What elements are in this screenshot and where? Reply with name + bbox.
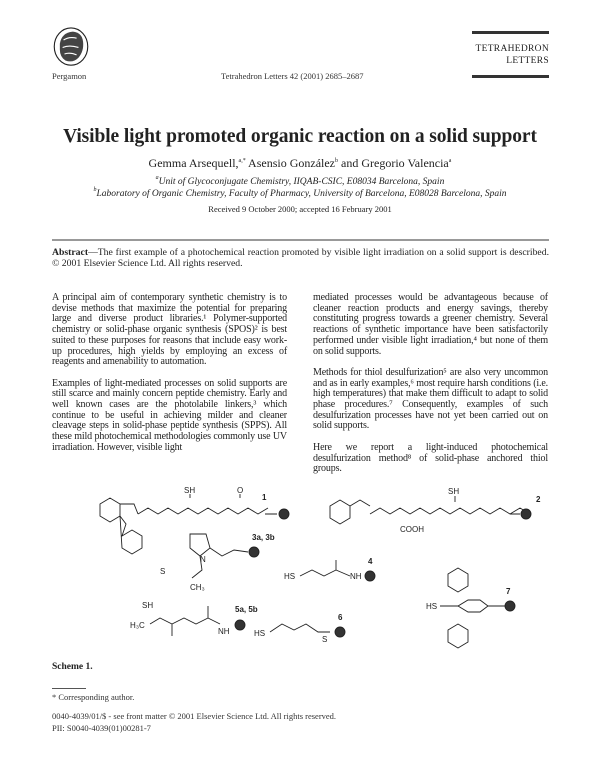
atom-label: S [160, 567, 166, 576]
author-affiliation-mark: a,* [238, 158, 246, 164]
body-paragraph: mediated processes would be advantageous because of cleaner reaction products and energy savings, thereby constituting progress towards a greener chemistry. Several reactions of synthetic importance have been satisfactorily performed under visible light irradiation,⁴ but none of them on solid supports. [313, 292, 548, 357]
body-paragraph: Methods for thiol desulfurization⁵ are also very uncommon and as in early examples,⁶ most require harsh conditions (i.e. high temperatures) that make them difficult to adapt to solid phase procedures.⁷ Consequently, examples of such desulfurization processes have not yet been carried out on solid supports. [313, 366, 548, 432]
affiliation [0, 177, 600, 188]
abstract-label: Abstract [52, 247, 89, 258]
atom-label: NH [218, 627, 230, 636]
atom-label: HS [254, 629, 266, 638]
footnote-divider [52, 688, 86, 689]
fluorene-ring-2 [330, 500, 370, 524]
phenyl-linker [440, 600, 506, 612]
compound-label-2: 2 [536, 495, 541, 504]
fluorene-ring [100, 498, 142, 554]
copyright-line: 0040-4039/01/$ - see front matter © 2001 Elsevier Science Ltd. All rights reserved. [52, 711, 337, 721]
publisher-logo [51, 27, 91, 67]
journal-name-line2: LETTERS [506, 56, 549, 66]
body-column-right [313, 293, 548, 486]
received-dates: Received 9 October 2000; accepted 16 February 2001 [208, 204, 392, 214]
atom-label: SH [448, 487, 460, 496]
chain-2 [370, 496, 530, 514]
article-title: Visible light promoted organic reaction on a solid support [63, 126, 537, 147]
proline-ring [190, 534, 248, 578]
atom-label: NH [350, 572, 362, 581]
atom-label: SH [184, 486, 196, 495]
author-name: and Gregorio Valencia [338, 156, 449, 170]
journal-name-box [472, 31, 549, 78]
journal-citation: Tetrahedron Letters 42 (2001) 2685–2687 [221, 71, 364, 81]
phenyl-bottom [448, 624, 468, 648]
author-affiliation-mark: b [335, 158, 339, 164]
scheme-1-structures [40, 484, 560, 660]
body-paragraph: A principal aim of contemporary synthetic chemistry is to devise methods that maximize the potential for preparing large and diverse product libraries.¹ Polymer-supported chemistry or solid-phase organic synthesis (SPOS)² is best suited to these purposes for reasons that include easy work-up procedures, high yields by employing an excess of reagents and amenability to automation. [52, 292, 287, 368]
chain-1 [138, 494, 277, 514]
atom-label: HS [426, 602, 438, 611]
affiliation-text: Laboratory of Organic Chemistry, Faculty of Pharmacy, University of Barcelona, E08028 Barcelona, Spain [96, 189, 507, 199]
abstract-divider [52, 239, 549, 241]
compound-label-6: 6 [338, 613, 343, 622]
compound-label-3a-3b: 3a, 3b [252, 533, 275, 542]
atom-label: COOH [400, 525, 424, 534]
atom-label: S [322, 635, 328, 644]
atom-label: CH₃ [190, 583, 205, 592]
footnote: * Corresponding author. [52, 692, 135, 702]
author-name: Gemma Arsequell, [148, 156, 239, 170]
author-list [0, 156, 600, 171]
compound-label-1: 1 [262, 493, 267, 502]
chain-6 [270, 624, 330, 632]
atom-label: N [200, 555, 206, 564]
pii-line: PII: S0040-4039(01)00281-7 [52, 723, 151, 733]
atom-label: O [237, 486, 244, 495]
abstract-text: —The first example of a photochemical reaction promoted by visible light irradiation on a solid support is described. © 2001 Elsevier Science Ltd. All rights reserved. [52, 247, 549, 269]
journal-name-line1: TETRAHEDRON [475, 44, 549, 54]
atom-label: SH [142, 601, 154, 610]
phenyl-top [448, 568, 468, 592]
atom-label: H₃C [130, 621, 145, 630]
affiliation-text: Unit of Glycoconjugate Chemistry, IIQAB-CSIC, E08034 Barcelona, Spain [158, 177, 445, 187]
chain-5 [150, 606, 220, 636]
chain-4 [300, 560, 350, 576]
body-column-left [52, 293, 287, 464]
abstract [52, 247, 549, 269]
publisher-name: Pergamon [52, 71, 87, 81]
body-paragraph: Examples of light-mediated processes on solid supports are still scarce and mainly concern peptide chemistry. Early and well known cases are the photolabile linkers,³ which continue to be useful in achieving milder and cleaner cleavage steps in solid-phase peptide synthesis (SPPS). All these mild photochemical methodologies commonly use UV irradiation. However, visible light [52, 377, 287, 453]
atom-label: HS [284, 572, 296, 581]
affiliation-mark: b [93, 187, 97, 193]
affiliation [0, 189, 600, 200]
scheme-caption: Scheme 1. [52, 662, 93, 672]
body-paragraph: Here we report a light-induced photochemical desulfurization method⁸ of solid-phase anchored thiol groups. [313, 441, 548, 475]
compound-label-4: 4 [368, 557, 373, 566]
affiliation-mark: a [155, 175, 159, 181]
compound-label-7: 7 [506, 587, 511, 596]
author-affiliation-mark: a [448, 158, 452, 164]
author-name: Asensio González [245, 156, 336, 170]
compound-label-5a-5b: 5a, 5b [235, 605, 258, 614]
